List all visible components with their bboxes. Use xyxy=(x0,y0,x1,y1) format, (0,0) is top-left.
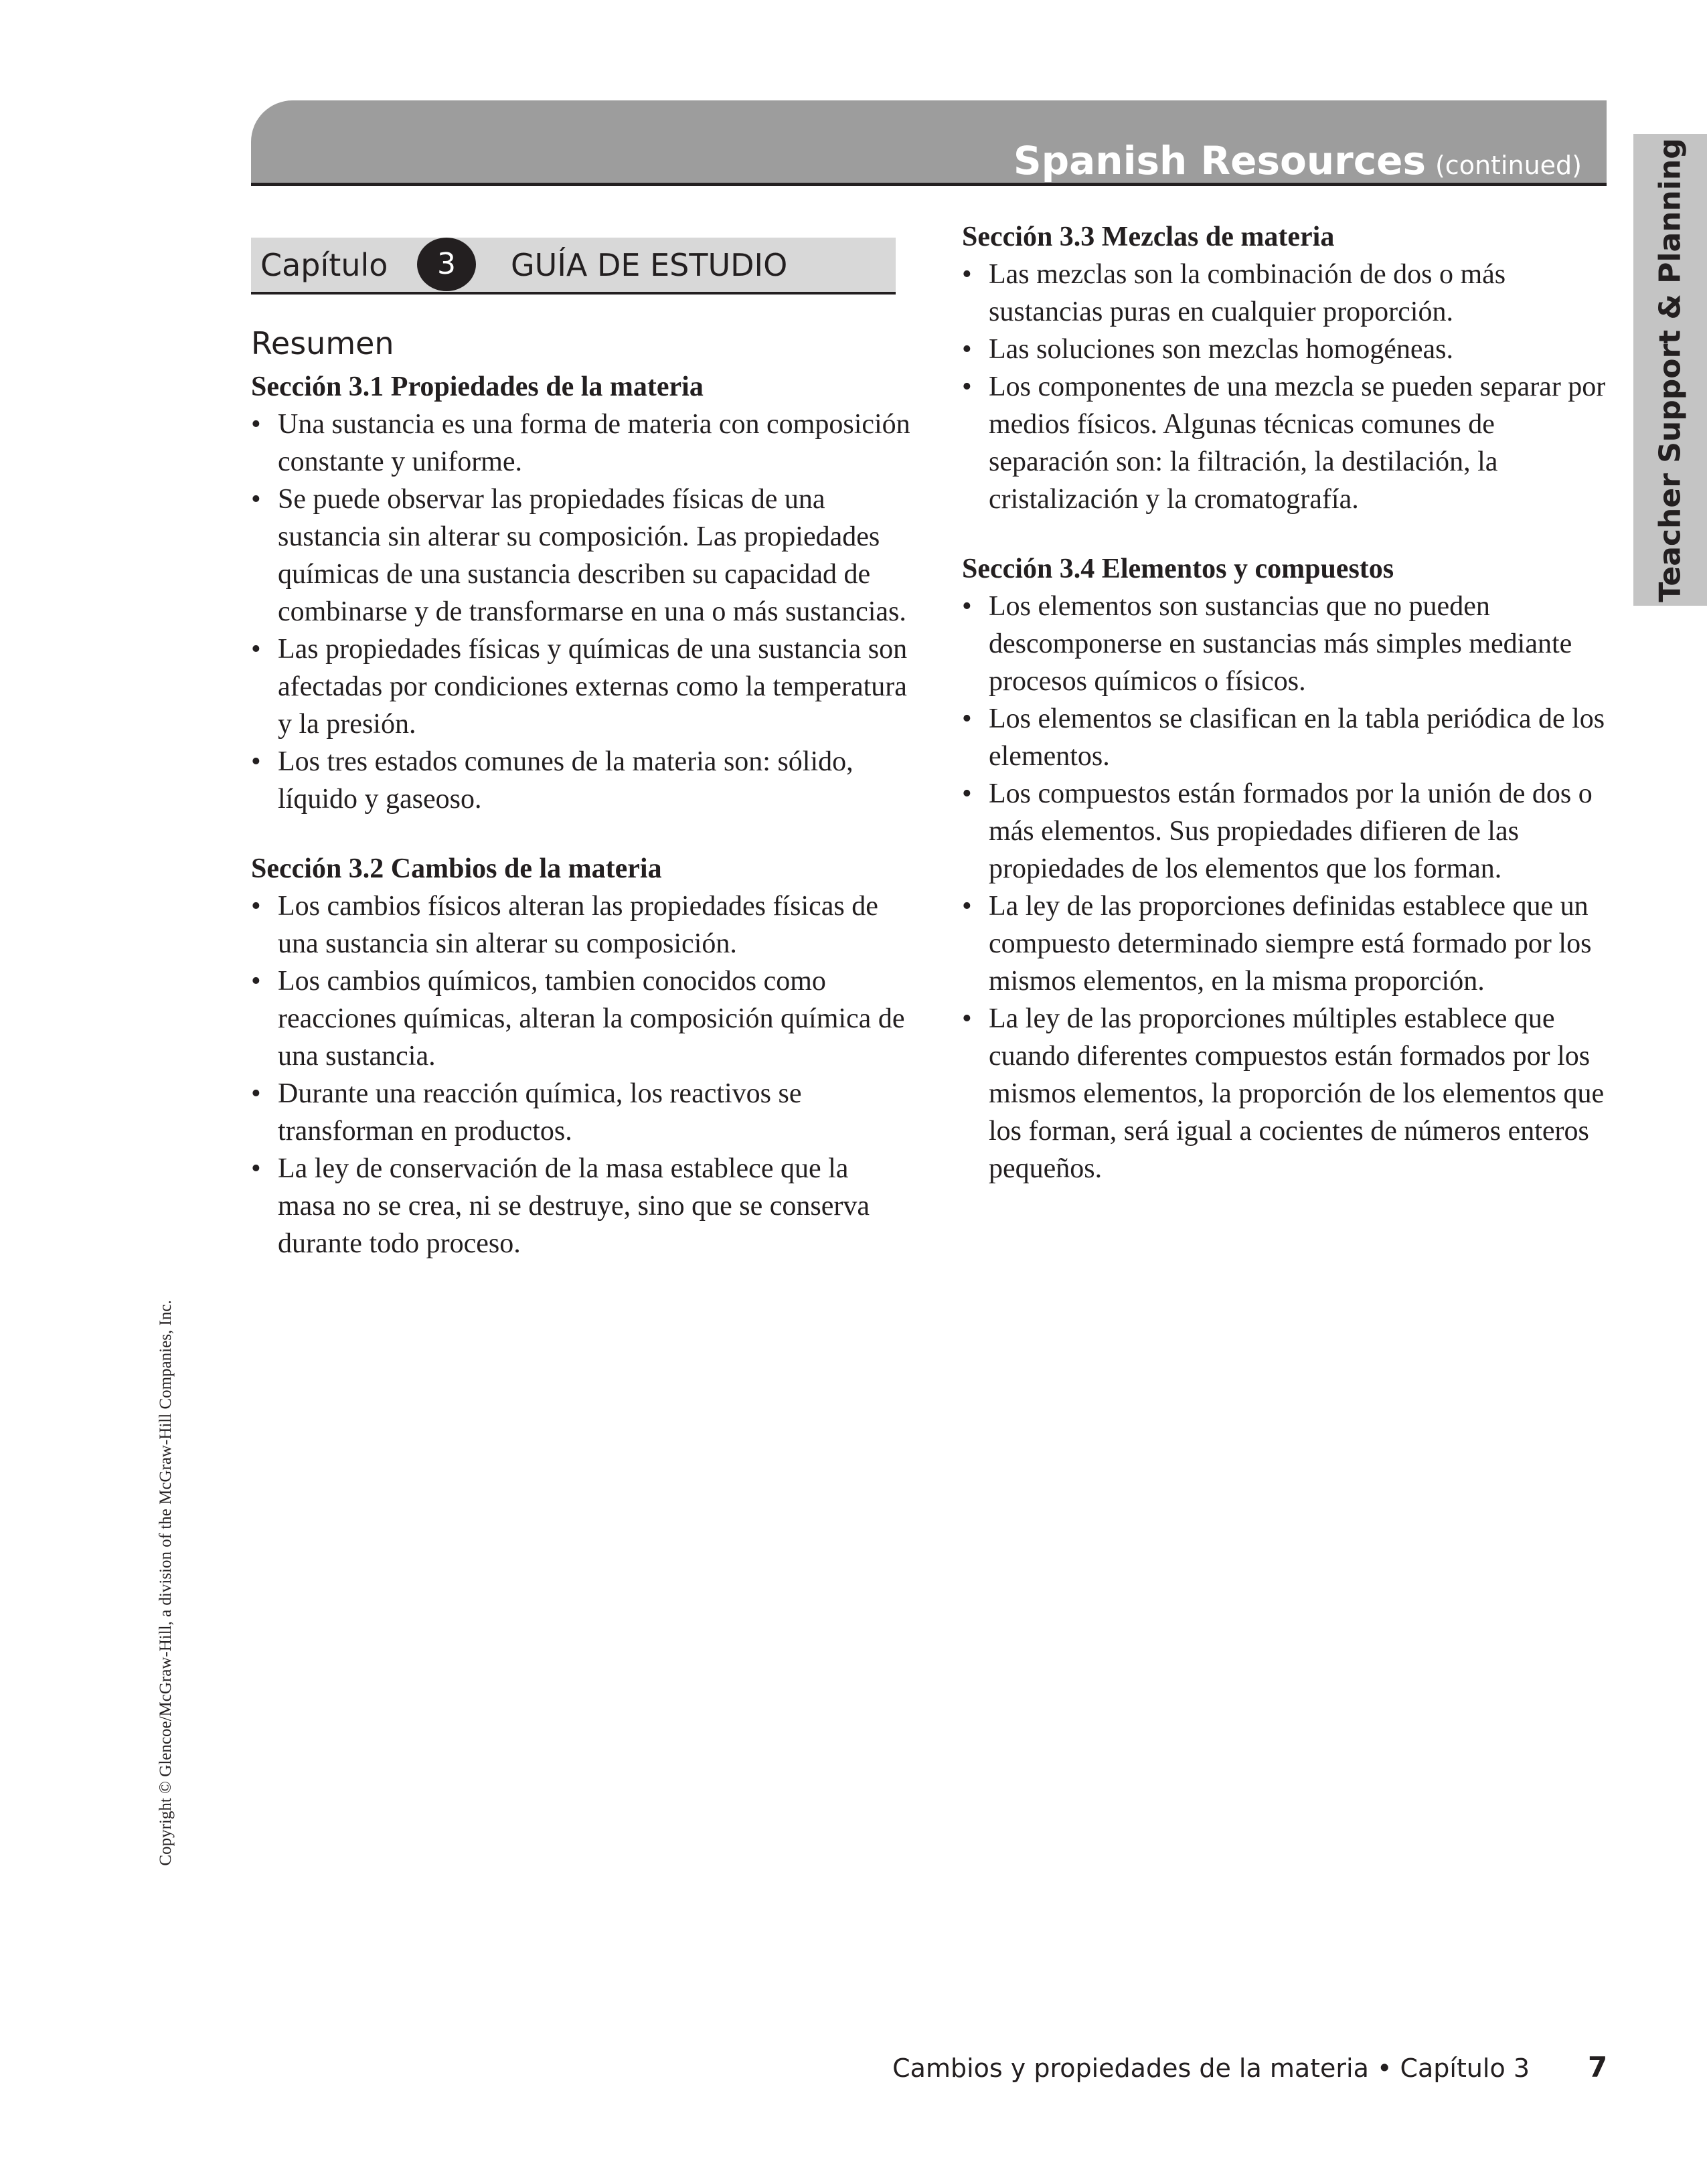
bullet-list xyxy=(251,406,910,818)
bullet-list xyxy=(962,588,1621,1187)
bullet-item: • Los compuestos están formados por la unión de dos o más elementos. Sus propiedades difieren de las propiedades de los elementos que los forman. xyxy=(962,775,1621,888)
bullet-item: • Durante una reacción química, los reactivos se transforman en productos. xyxy=(251,1075,910,1150)
section-heading: Sección 3.2 Cambios de la materia xyxy=(251,853,662,884)
bullet-item: • Los cambios físicos alteran las propiedades físicas de una sustancia sin alterar su composición. xyxy=(251,888,910,962)
bullet-item: • Los elementos son sustancias que no pueden descomponerse en sustancias más simples mediante procesos químicos o físicos. xyxy=(962,588,1621,700)
bullet-item: • Los cambios químicos, tambien conocidos como reacciones químicas, alteran la composición química de una sustancia. xyxy=(251,962,910,1075)
header-title-continued: (continued) xyxy=(1435,151,1582,180)
header-bar xyxy=(251,100,1607,186)
page-number: 7 xyxy=(1588,2051,1608,2084)
header-title-main: Spanish Resources xyxy=(1013,138,1426,183)
bullet-item: • Una sustancia es una forma de materia con composición constante y uniforme. xyxy=(251,406,910,481)
bullet-item: • Se puede observar las propiedades físicas de una sustancia sin alterar su composición. Las propiedades químicas de una sustancia describen su capacidad de combinarse y de transformarse en una o más sustancias. xyxy=(251,481,910,631)
footer-text: Cambios y propiedades de la materia • Capítulo 3 xyxy=(892,2053,1530,2083)
bullet-item: • Los componentes de una mezcla se pueden separar por medios físicos. Algunas técnicas comunes de separación son: la filtración, la destilación, la cristalización y la cromatografía. xyxy=(962,368,1621,518)
copyright-text: Copyright © Glencoe/McGraw-Hill, a division of the McGraw-Hill Companies, Inc. xyxy=(157,1300,175,1866)
summary-heading: Resumen xyxy=(251,325,394,361)
chapter-bar xyxy=(251,238,896,295)
header-title xyxy=(1013,138,1582,183)
section-heading: Sección 3.4 Elementos y compuestos xyxy=(962,554,1394,584)
section-3-4 xyxy=(962,550,1621,1187)
right-column xyxy=(962,218,1621,1187)
left-column xyxy=(251,320,910,1262)
section-heading: Sección 3.1 Propiedades de la materia xyxy=(251,371,704,402)
section-heading: Sección 3.3 Mezclas de materia xyxy=(962,222,1335,252)
chapter-label: Capítulo xyxy=(260,247,388,283)
section-3-2 xyxy=(251,850,910,1262)
side-tab-label: Teacher Support & Planning xyxy=(1653,137,1688,602)
section-3-1 xyxy=(251,368,910,818)
bullet-item: • Las propiedades físicas y químicas de una sustancia son afectadas por condiciones externas como la temperatura y la presión. xyxy=(251,631,910,743)
bullet-item: • La ley de las proporciones definidas establece que un compuesto determinado siempre está formado por los mismos elementos, en la misma proporción. xyxy=(962,888,1621,1000)
bullet-item: • La ley de las proporciones múltiples establece que cuando diferentes compuestos están formados por los mismos elementos, la proporción de los elementos que los forman, será igual a cocientes de números enteros pequeños. xyxy=(962,1000,1621,1187)
side-tab xyxy=(1633,134,1707,606)
bullet-item: • Las mezclas son la combinación de dos o más sustancias puras en cualquier proporción. xyxy=(962,256,1621,331)
chapter-number-badge: 3 xyxy=(417,238,476,291)
section-3-3 xyxy=(962,218,1621,518)
bullet-list xyxy=(962,256,1621,518)
bullet-item: • La ley de conservación de la masa establece que la masa no se crea, ni se destruye, sino que se conserva durante todo proceso. xyxy=(251,1150,910,1262)
chapter-title: GUÍA DE ESTUDIO xyxy=(511,247,788,283)
bullet-item: • Los tres estados comunes de la materia son: sólido, líquido y gaseoso. xyxy=(251,743,910,818)
bullet-item: • Las soluciones son mezclas homogéneas. xyxy=(962,331,1621,368)
bullet-list xyxy=(251,888,910,1262)
bullet-item: • Los elementos se clasifican en la tabla periódica de los elementos. xyxy=(962,700,1621,775)
